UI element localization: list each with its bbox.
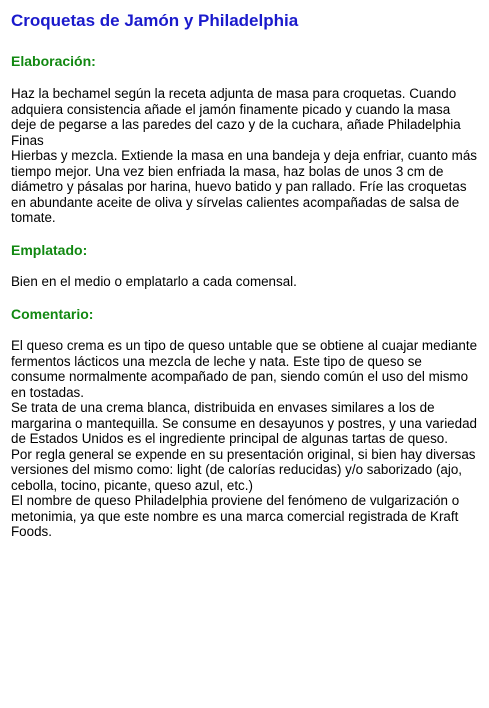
elaboracion-paragraph-1: Haz la bechamel según la receta adjunta de masa para croquetas. Cuando adquiera consistencia añade el jamón finamente picado y cuando la masa deje de pegarse a las paredes del cazo y de la cuchara, añade Philadelphia Finas bbox=[11, 86, 461, 148]
heading-elaboracion: Elaboración: bbox=[11, 53, 96, 69]
emplatado-text bbox=[11, 274, 479, 290]
comentario-paragraph-2: Se trata de una crema blanca, distribuida en envases similares a los de margarina o mantequilla. Se consume en desayunos y postres, y una variedad de Estados Unidos es el ingrediente principal de algunas tartas de queso. bbox=[11, 400, 477, 446]
comentario-paragraph-4: El nombre de queso Philadelphia proviene del fenómeno de vulgarización o metonimia, ya que este nombre es una marca comercial registrada de Kraft Foods. bbox=[11, 493, 460, 539]
comentario-paragraph-1: El queso crema es un tipo de queso untable que se obtiene al cuajar mediante fermentos lácticos una mezcla de leche y nata. Este tipo de queso se consume normalmente acompañado de pan, siendo común el uso del mismo en tostadas. bbox=[11, 338, 478, 400]
heading-emplatado: Emplatado: bbox=[11, 241, 88, 258]
comentario-paragraph-3: Por regla general se expende en su presentación original, si bien hay diversas versiones del mismo como: light (de calorías reducidas) y/o saborizado (ajo, cebolla, tocino, picante, queso azul, etc.) bbox=[11, 446, 476, 493]
elaboracion-text bbox=[11, 86, 479, 226]
recipe-title: Croquetas de Jamón y Philadelphia bbox=[11, 11, 299, 30]
comentario-text bbox=[11, 338, 479, 540]
heading-comentario: Comentario: bbox=[11, 306, 94, 322]
emplatado-paragraph-1: Bien en el medio o emplatarlo a cada comensal. bbox=[11, 273, 297, 289]
elaboracion-paragraph-2: Hierbas y mezcla. Extiende la masa en una bandeja y deja enfriar, cuanto más tiempo mejor. Una vez bien enfriada la masa, haz bolas de unos 3 cm de diámetro y pásalas por harina, huevo batido y pan rallado. Fríe las croquetas en abundante aceite de oliva y sírvelas calientes acompañadas de salsa de tomate. bbox=[11, 148, 477, 225]
